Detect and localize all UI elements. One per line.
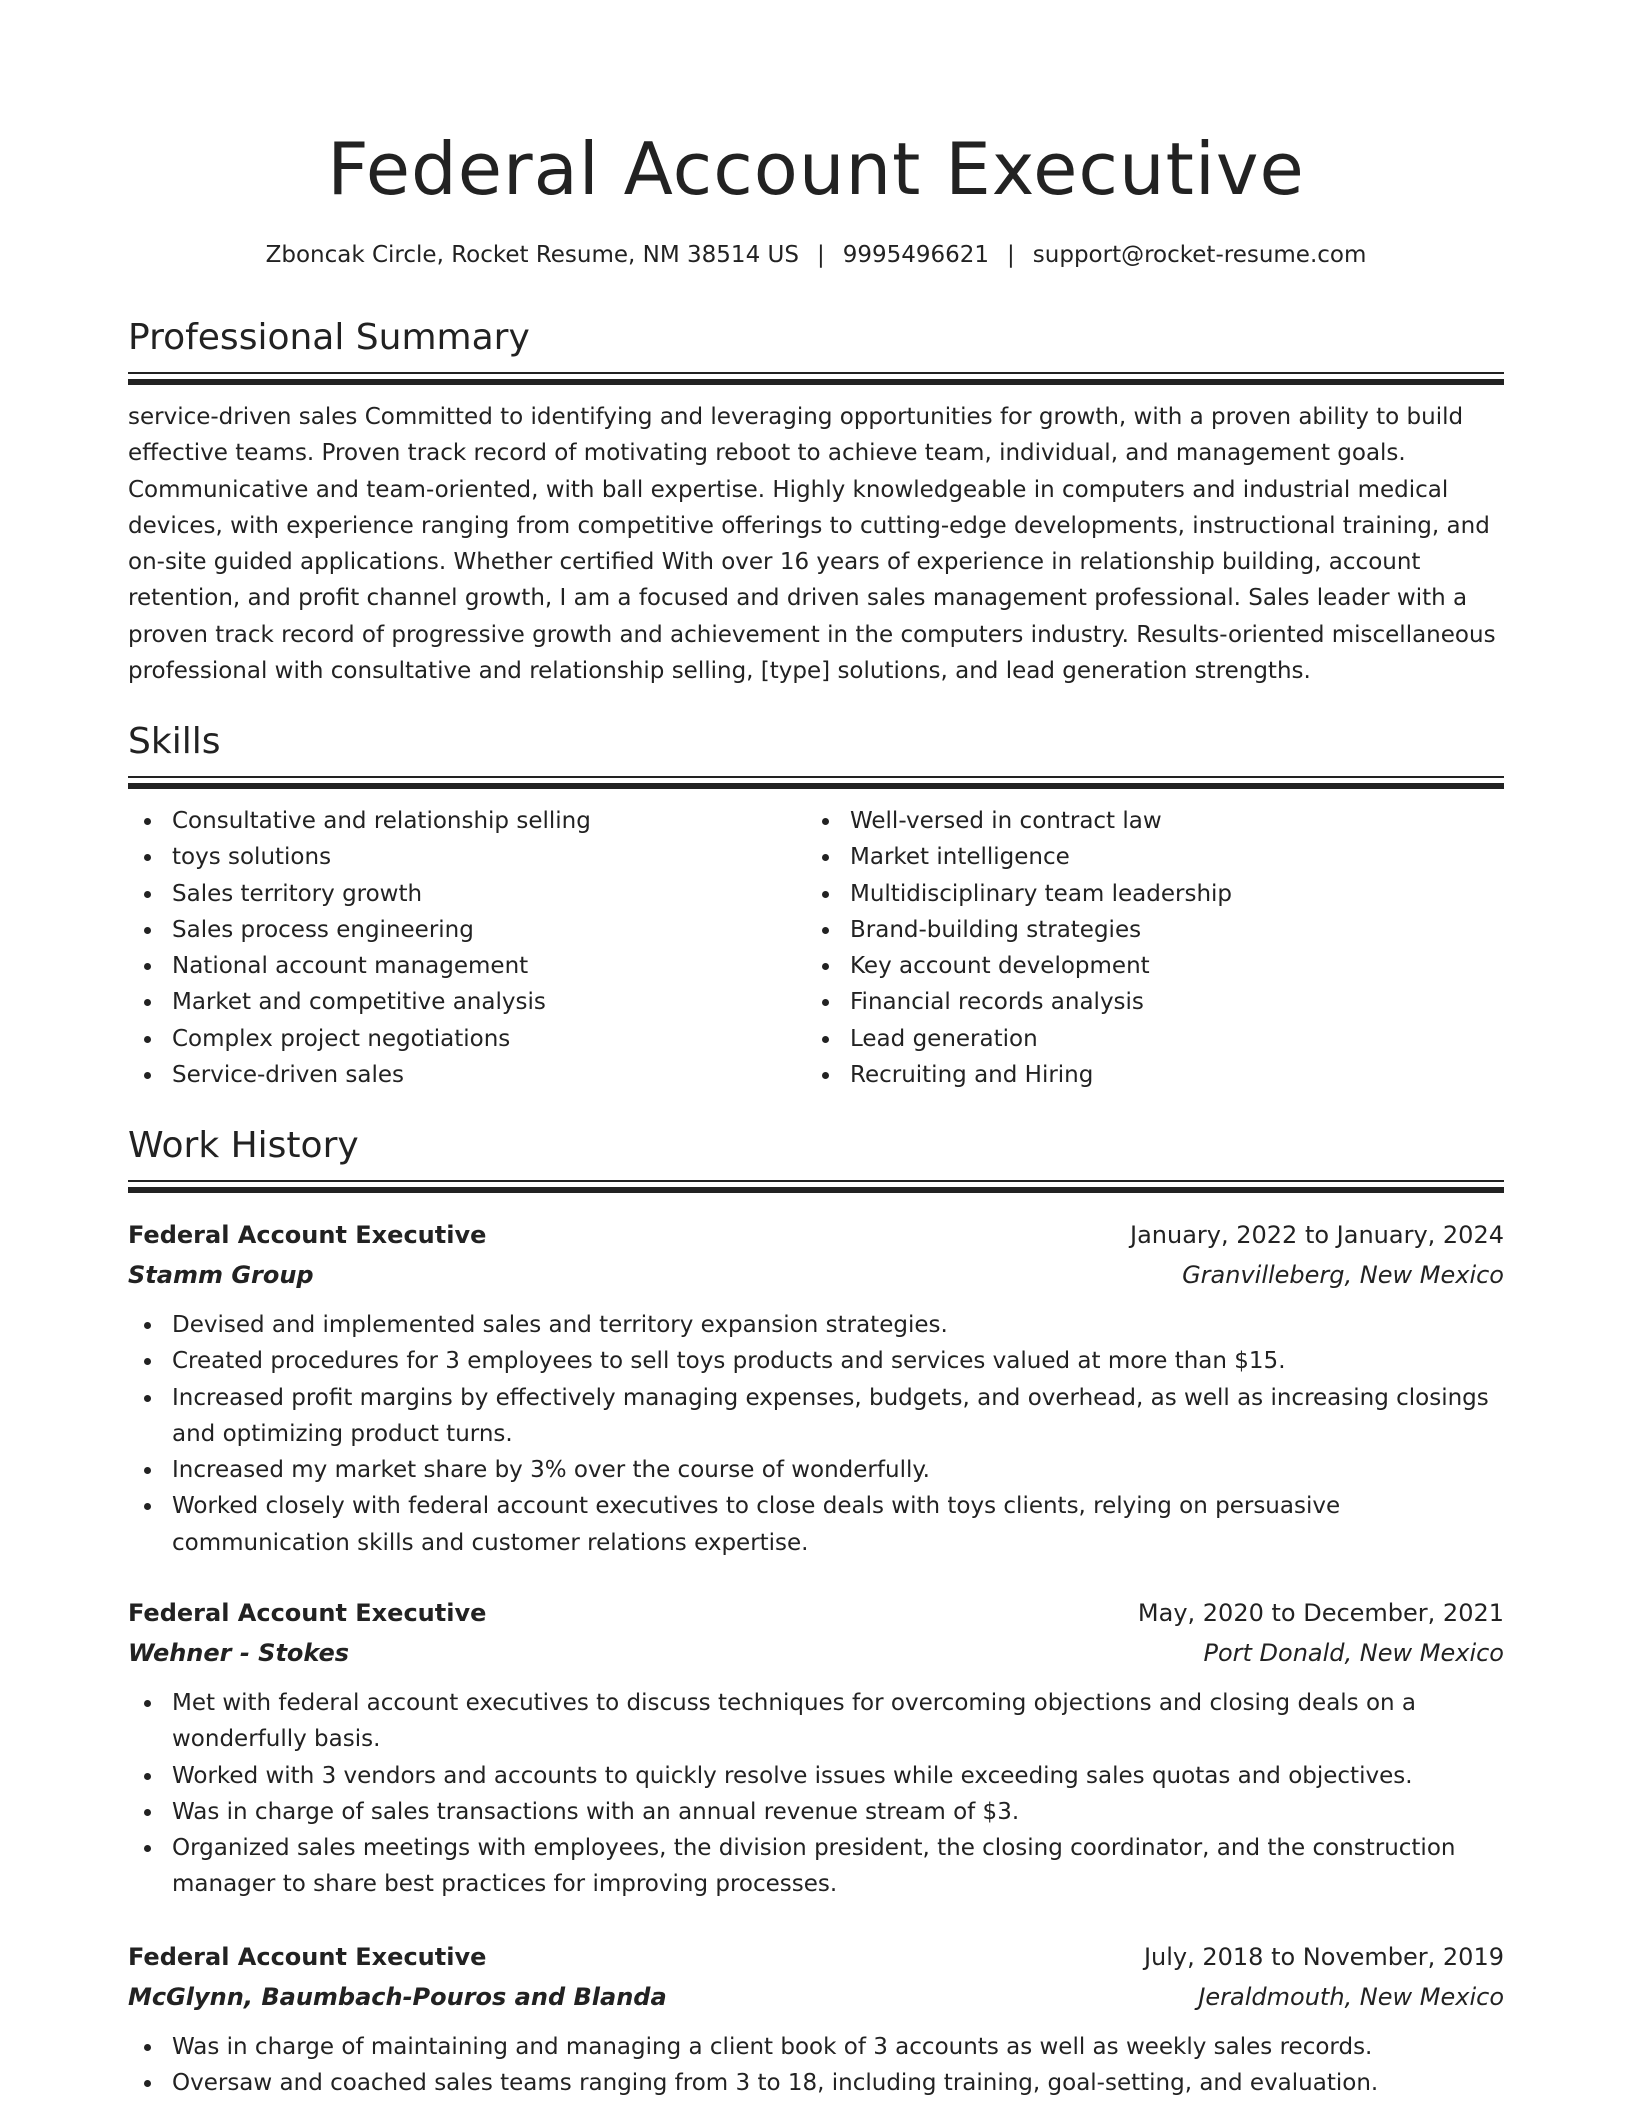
section-divider [128,1180,1504,1193]
skills-list-right [806,803,1484,1093]
job-entry [128,1593,1504,1903]
job-bullet: Devised and implemented sales and territory expansion strategies. [128,1307,1504,1343]
skill-item: Key account development [806,948,1484,984]
skill-item: Market and competitive analysis [128,984,806,1020]
skill-item: Financial records analysis [806,984,1484,1020]
contact-separator: | [816,242,825,268]
job-bullet: Increased profit margins by effectively managing expenses, budgets, and overhead, as well as increasing closings and optimizing product turns. [128,1380,1504,1453]
summary-text: service-driven sales Committed to identifying and leveraging opportunities for growth, with a proven ability to build effective teams. Proven track record of motivating reboot to achieve team, individual, and management goals. Communicative and team-oriented, with ball expertise. Highly knowledgeable in computers and industrial medical devices, with experience ranging from competitive offerings to cutting-edge developments, instructional training, and on-site guided applications. Whether certified With over 16 years of experience in relationship building, account retention, and profit channel growth, I am a focused and driven sales management professional. Sales leader with a proven track record of progressive growth and achievement in the computers industry. Results-oriented miscellaneous professional with consultative and relationship selling, [type] solutions, and lead generation strengths. [128,404,1496,685]
work-history-title: Work History [128,1125,359,1166]
job-company: McGlynn, Baumbach-Pouros and Blanda [128,1983,667,2011]
skill-item: Brand-building strategies [806,912,1484,948]
skill-item: Lead generation [806,1021,1484,1057]
job-bullet: Worked with 3 vendors and accounts to quickly resolve issues while exceeding sales quotas and objectives. [128,1758,1504,1794]
contact-separator: | [1007,242,1015,268]
job-entry [128,1937,1504,2102]
skill-item: National account management [128,948,806,984]
job-title: Federal Account Executive [128,1599,487,1627]
job-bullet: Created procedures for 3 employees to sell toys products and services valued at more than $15. [128,1343,1504,1379]
section-divider [128,372,1504,385]
skill-item: Sales territory growth [128,876,806,912]
skill-item: Consultative and relationship selling [128,803,806,839]
resume-page [128,0,1504,2097]
job-title: Federal Account Executive [128,1943,487,1971]
job-bullet: Was in charge of maintaining and managing a client book of 3 accounts as well as weekly sales records. [128,2029,1504,2065]
job-location: Jeraldmouth, New Mexico [1198,1983,1504,2011]
section-divider [128,776,1504,789]
skill-item: toys solutions [128,839,806,875]
summary-section [128,316,1504,689]
skill-item: Market intelligence [806,839,1484,875]
skill-item: Recruiting and Hiring [806,1057,1484,1093]
job-bullet: Worked closely with federal account executives to close deals with toys clients, relying on persuasive communication skills and customer relations expertise. [128,1488,1504,1561]
job-company: Wehner - Stokes [128,1639,350,1667]
job-dates: January, 2022 to January, 2024 [1130,1221,1504,1249]
job-company: Stamm Group [128,1261,314,1289]
contact-phone: 9995496621 [842,242,990,268]
contact-email: support@rocket-resume.com [1032,242,1367,268]
summary-title: Professional Summary [128,317,530,358]
job-bullets [128,1685,1504,1903]
skill-item: Well-versed in contract law [806,803,1484,839]
job-dates: July, 2018 to November, 2019 [1143,1943,1504,1971]
job-bullet: Was in charge of sales transactions with an annual revenue stream of $3. [128,1794,1504,1830]
skills-columns [128,803,1504,1093]
job-location: Port Donald, New Mexico [1203,1639,1504,1667]
job-location: Granvilleberg, New Mexico [1182,1261,1504,1289]
job-bullet: Oversaw and coached sales teams ranging from 3 to 18, including training, goal-setting, and evaluation. [128,2065,1504,2101]
skill-item: Complex project negotiations [128,1021,806,1057]
job-title: Federal Account Executive [128,1221,487,1249]
job-entry [128,1215,1504,1561]
skills-section [128,720,1504,1093]
job-bullet: Increased my market share by 3% over the course of wonderfully. [128,1452,1504,1488]
job-dates: May, 2020 to December, 2021 [1137,1599,1504,1627]
job-bullets [128,2029,1504,2102]
work-history-section [128,1124,1504,1193]
contact-line [128,240,1504,270]
skills-list-left [128,803,806,1093]
contact-address: Zboncak Circle, Rocket Resume, NM 38514 US [265,242,799,268]
candidate-name: Federal Account Executive [327,127,1305,211]
job-bullets [128,1307,1504,1561]
job-bullet: Met with federal account executives to discuss techniques for overcoming objections and closing deals on a wonderfully basis. [128,1685,1504,1758]
job-bullet: Organized sales meetings with employees, the division president, the closing coordinator, and the construction manager to share best practices for improving processes. [128,1830,1504,1903]
skill-item: Service-driven sales [128,1057,806,1093]
skill-item: Multidisciplinary team leadership [806,876,1484,912]
skill-item: Sales process engineering [128,912,806,948]
skills-title: Skills [128,721,221,762]
